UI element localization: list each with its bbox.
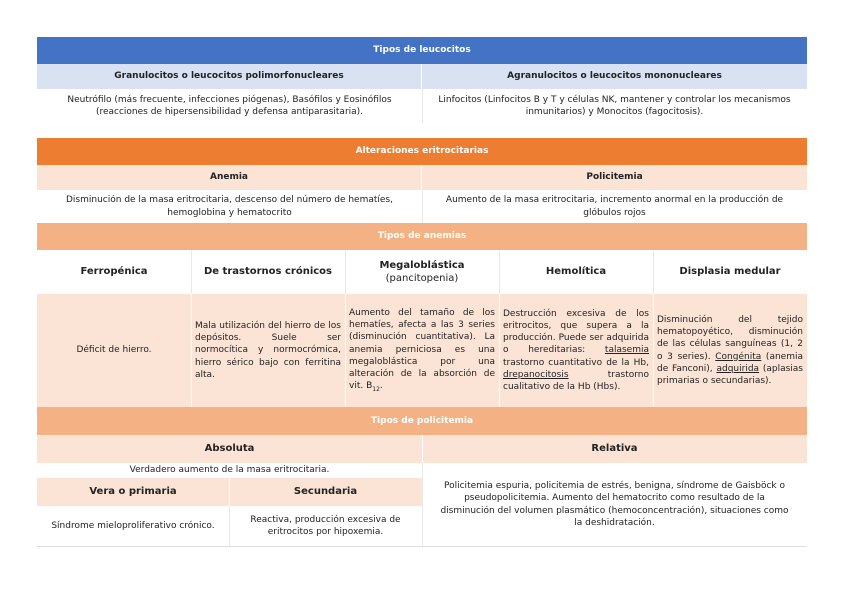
granulocitos-header: Granulocitos o leucocitos polimorfonucleares [37,64,422,89]
vera-text: Síndrome mieloproliferativo crónico. [37,506,229,546]
adquirida-term: adquirida [716,363,760,374]
anemias-title: Tipos de anemias [37,223,807,250]
hemolitica-body-3: trastorno cualitativo de la Hb (Hbs). [503,369,649,392]
hemolitica-header: Hemolítica [499,250,653,294]
cronicos-header: De trastornos crónicos [191,250,345,294]
leucocitos-table [37,37,807,123]
secundaria-header: Secundaria [229,478,422,506]
agranulocitos-header: Agranulocitos o leucocitos mononucleares [422,64,807,89]
vera-header: Vera o primaria [37,478,229,506]
displasia-header: Displasia medular [653,250,807,294]
anemia-header: Anemia [37,165,422,190]
megaloblastica-body: Aumento del tamaño de los hematíes, afecta a las 3 series (disminución cuantitativa). La anemia perniciosa es una megaloblástica por una alteración de la absorción de vit. B [349,308,495,391]
b12-subscript: 12 [372,385,380,393]
cronicos-text: Mala utilización del hierro de los depósitos. Suele ser normocítica y normocrómica, hierro sérico bajo con ferritina alta. [191,294,345,407]
displasia-text [653,294,807,407]
absoluta-header: Absoluta [37,435,422,463]
megaloblastica-text [345,294,499,407]
anemia-text: Disminución de la masa eritrocitaria, descenso del número de hematíes, hemoglobina y hematocrito [37,190,422,223]
policitemia-types-title: Tipos de policitemia [37,407,807,435]
hemolitica-body-2: trastorno cuantitativo de la Hb, [503,357,649,368]
granulocitos-text: Neutrófilo (más frecuente, infecciones piógenas), Basófilos y Eosinófilos (reacciones de hipersensibilidad y defensa antiparasitaria). [37,89,422,123]
displasia-body-3: (aplasias primarias o secundarias). [657,363,803,386]
displasia-body-1: Disminución del tejido hematopoyético, disminución de las células sanguíneas (1, 2 o 3 series). [657,315,803,362]
secundaria-text: Reactiva, producción excesiva de eritrocitos por hipoxemia. [229,506,422,546]
eritro-table [37,138,807,568]
absoluta-text: Verdadero aumento de la masa eritrocitaria. [37,463,422,478]
talasemia-term: talasemia [604,345,649,356]
relativa-header: Relativa [422,435,807,463]
ferropenica-text: Déficit de hierro. [37,294,191,407]
eritro-title: Alteraciones eritrocitarias [37,138,807,165]
relativa-text: Policitemia espuria, policitemia de estrés, benigna, síndrome de Gaisböck o pseudopolicitemia. Aumento del hematocrito como resultado de la disminución del volumen plasmático (hemoconcentración), situaciones como la deshidratación. [422,463,807,546]
policitemia-text: Aumento de la masa eritrocitaria, incremento anormal en la producción de glóbulos rojos [422,190,807,223]
hemolitica-text [499,294,653,407]
drepanocitosis-term: drepanocitosis [503,369,569,380]
agranulocitos-text: Linfocitos (Linfocitos B y T y células NK, mantener y controlar los mecanismos inmunitarios) y Monocitos (fagocitosis). [422,89,807,123]
policitemia-header: Policitemia [422,165,807,190]
megaloblastica-title: Megaloblástica [379,259,465,271]
displasia-body-2: (anemia de Fanconi), [657,351,803,374]
congenita-term: Congénita [715,351,762,362]
megaloblastica-subtitle: (pancitopenia) [385,273,459,284]
ferropenica-header: Ferropénica [37,250,191,294]
hemolitica-body-1: Destrucción excesiva de los eritrocitos, que supera a la producción. Puede ser adquirida o hereditarias: [503,309,649,356]
megaloblastica-header [345,250,499,294]
leucocitos-title: Tipos de leucocitos [37,37,807,64]
megaloblastica-end: . [379,380,383,391]
